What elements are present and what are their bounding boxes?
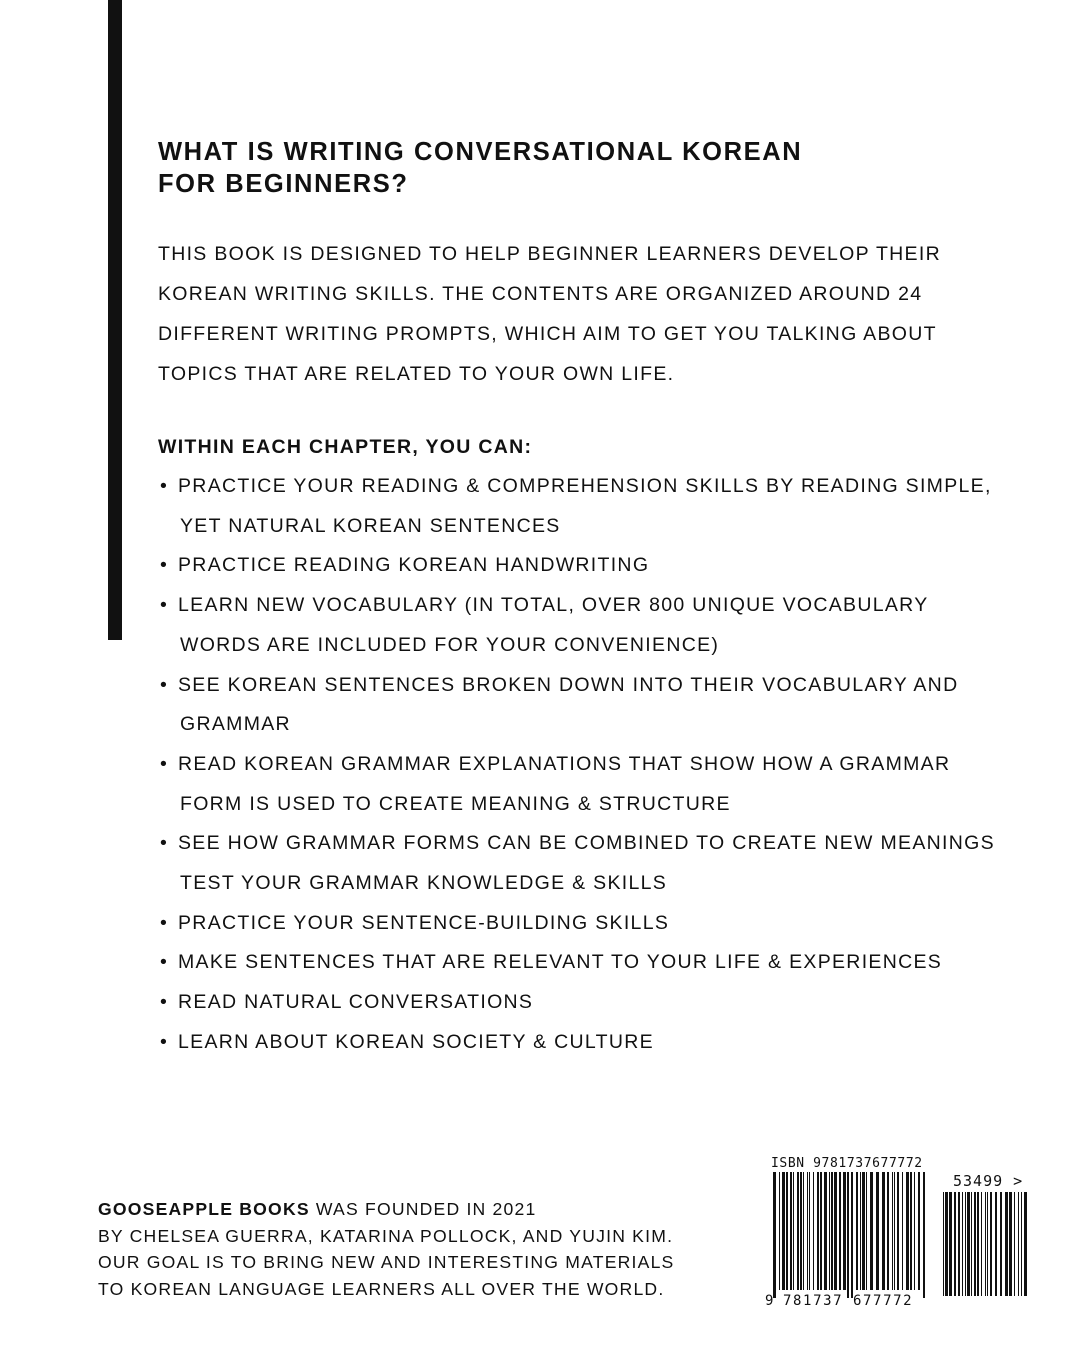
barcode-stripe [962, 1192, 963, 1296]
feature-text: LEARN ABOUT KOREAN SOCIETY & CULTURE [178, 1030, 654, 1053]
ean-barcode [773, 1172, 925, 1298]
feature-text-continued: FORM IS USED TO CREATE MEANING & STRUCTURE [180, 792, 731, 815]
barcode-stripe [793, 1172, 794, 1290]
bullet-icon: • [160, 673, 169, 696]
feature-text: LEARN NEW VOCABULARY (IN TOTAL, OVER 800 UNIQUE VOCABULARY [178, 594, 929, 617]
barcode-stripe [817, 1172, 819, 1290]
barcode-stripe [1024, 1192, 1027, 1296]
barcode-stripe [1005, 1192, 1008, 1296]
barcode-stripe [897, 1172, 899, 1290]
barcode-stripe [1018, 1192, 1019, 1296]
barcode-stripe [949, 1192, 952, 1296]
barcode-stripe [995, 1192, 997, 1296]
barcode-stripe [1021, 1192, 1022, 1296]
feature-item [160, 666, 1040, 706]
barcode-stripe [967, 1192, 970, 1296]
bullet-icon: • [160, 475, 169, 497]
barcode-stripe [829, 1172, 830, 1290]
price-addon-group [943, 1192, 1027, 1296]
barcode-stripe [876, 1172, 879, 1290]
barcode-stripe [958, 1192, 960, 1296]
barcode-stripe [809, 1172, 810, 1290]
page-title [158, 136, 802, 200]
feature-item [160, 745, 1040, 785]
side-accent-bar [108, 0, 122, 640]
feature-item-continuation [160, 864, 1040, 904]
barcode-stripe [971, 1192, 972, 1296]
feature-item-continuation [160, 626, 1040, 666]
barcode-stripe [843, 1172, 846, 1290]
feature-text: PRACTICE READING KOREAN HANDWRITING [178, 554, 650, 577]
price-code: 53499 > [953, 1172, 1024, 1190]
feature-text: READ NATURAL CONVERSATIONS [178, 991, 534, 1014]
barcode-stripe [839, 1172, 841, 1290]
intro-line: TOPICS THAT ARE RELATED TO YOUR OWN LIFE. [158, 363, 675, 385]
barcode-stripe [834, 1172, 837, 1290]
barcode-stripe [985, 1192, 986, 1296]
barcode-stripe [894, 1172, 895, 1290]
feature-text: PRACTICE YOUR READING & COMPREHENSION SKILLS BY READING SIMPLE, [178, 475, 992, 497]
title-line-2: FOR BEGINNERS? [158, 170, 409, 198]
feature-text: READ KOREAN GRAMMAR EXPLANATIONS THAT SHOW HOW A GRAMMAR [178, 752, 951, 775]
barcode-stripe [797, 1172, 799, 1290]
feature-item-continuation [160, 507, 1040, 547]
barcode-stripe [887, 1172, 889, 1290]
barcode-stripe [990, 1192, 992, 1296]
barcode-stripe [813, 1172, 814, 1290]
barcode-stripe [918, 1172, 920, 1290]
barcode-stripe [974, 1192, 976, 1296]
feature-text-continued: WORDS ARE INCLUDED FOR YOUR CONVENIENCE) [180, 633, 720, 656]
intro-paragraph [158, 234, 1018, 394]
barcode-stripe [779, 1172, 780, 1290]
barcode-stripe [786, 1172, 788, 1290]
publisher-blurb [98, 1196, 675, 1302]
barcode-stripe [870, 1172, 873, 1290]
barcode-stripe [987, 1192, 988, 1296]
barcode-stripe [954, 1192, 956, 1296]
feature-text-continued: GRAMMAR [180, 713, 291, 736]
feature-text: MAKE SENTENCES THAT ARE RELEVANT TO YOUR LIFE & EXPERIENCES [178, 951, 943, 974]
barcode-stripe [1014, 1192, 1015, 1296]
barcode-stripe [902, 1172, 903, 1290]
bullet-icon: • [160, 951, 169, 974]
barcode-stripe [914, 1172, 915, 1290]
barcode-stripe [866, 1172, 867, 1290]
publisher-founded: WAS FOUNDED IN 2021 [309, 1199, 537, 1219]
feature-text: SEE KOREAN SENTENCES BROKEN DOWN INTO THEIR VOCABULARY AND [178, 673, 959, 696]
barcode-stripe [977, 1192, 979, 1296]
feature-item-continuation [160, 705, 1040, 745]
barcode-stripe [807, 1172, 808, 1290]
title-line-1: WHAT IS WRITING CONVERSATIONAL KOREAN [158, 138, 803, 166]
barcode-stripe [790, 1172, 792, 1290]
isbn-barcode [765, 1150, 1045, 1320]
barcode-stripe [824, 1172, 827, 1290]
barcode-stripe [1009, 1192, 1012, 1296]
barcode-stripe [820, 1172, 822, 1290]
bullet-icon: • [160, 832, 169, 855]
barcode-stripe [943, 1192, 944, 1296]
price-addon-barcode [943, 1192, 1027, 1296]
publisher-line: OUR GOAL IS TO BRING NEW AND INTERESTING MATERIALS [98, 1252, 675, 1272]
feature-item [160, 943, 1040, 983]
barcode-stripe [831, 1172, 833, 1290]
feature-item [160, 586, 1040, 626]
feature-text: PRACTICE YOUR SENTENCE-BUILDING SKILLS [178, 911, 670, 934]
barcode-stripe [800, 1172, 802, 1290]
barcode-stripe [847, 1172, 849, 1298]
barcode-bars [765, 1172, 1035, 1302]
barcode-stripe [862, 1172, 865, 1290]
publisher-line: TO KOREAN LANGUAGE LEARNERS ALL OVER THE WORLD. [98, 1278, 665, 1299]
barcode-stripe [860, 1172, 861, 1290]
barcode-stripe [965, 1192, 966, 1296]
bullet-icon: • [160, 1030, 169, 1053]
feature-text-continued: TEST YOUR GRAMMAR KNOWLEDGE & SKILLS [180, 872, 668, 895]
feature-item [160, 824, 1040, 864]
bullet-icon: • [160, 991, 169, 1014]
intro-line: DIFFERENT WRITING PROMPTS, WHICH AIM TO GET YOU TALKING ABOUT [158, 323, 937, 345]
publisher-line: BY CHELSEA GUERRA, KATARINA POLLOCK, AND YUJIN KIM. [98, 1225, 674, 1246]
barcode-stripe [803, 1172, 804, 1290]
bullet-icon: • [160, 911, 169, 934]
feature-list [160, 467, 1040, 1063]
feature-item [160, 467, 1040, 507]
barcode-digit-group-2: 677772 [853, 1293, 914, 1309]
publisher-name: GOOSEAPPLE BOOKS [98, 1199, 310, 1219]
bullet-icon: • [160, 554, 169, 577]
barcode-stripe [906, 1172, 909, 1290]
chapter-heading: WITHIN EACH CHAPTER, YOU CAN: [158, 436, 533, 458]
barcode-stripe [773, 1172, 776, 1298]
feature-item [160, 1023, 1040, 1063]
feature-text: SEE HOW GRAMMAR FORMS CAN BE COMBINED TO CREATE NEW MEANINGS [178, 832, 995, 855]
barcode-stripe [892, 1172, 893, 1290]
barcode-stripe [1000, 1192, 1002, 1296]
isbn-label: ISBN 9781737677772 [771, 1156, 923, 1171]
feature-item-continuation [160, 785, 1040, 825]
barcode-stripe [782, 1172, 785, 1290]
barcode-stripe [856, 1172, 858, 1290]
barcode-digit-group-1: 781737 [783, 1293, 844, 1309]
barcode-stripe [851, 1172, 853, 1298]
feature-item [160, 904, 1040, 944]
feature-text-continued: YET NATURAL KOREAN SENTENCES [180, 514, 561, 537]
barcode-stripe [923, 1172, 925, 1298]
barcode-stripe [981, 1192, 982, 1296]
intro-line: KOREAN WRITING SKILLS. THE CONTENTS ARE ORGANIZED AROUND 24 [158, 283, 923, 305]
intro-line: THIS BOOK IS DESIGNED TO HELP BEGINNER LEARNERS DEVELOP THEIR [158, 243, 941, 265]
barcode-digit-first: 9 [765, 1293, 774, 1309]
bullet-icon: • [160, 752, 169, 775]
publisher-line [98, 1196, 675, 1223]
feature-item [160, 546, 1040, 586]
barcode-stripe [910, 1172, 912, 1290]
barcode-stripe [882, 1172, 885, 1290]
bullet-icon: • [160, 594, 169, 617]
feature-item [160, 983, 1040, 1023]
barcode-stripe [945, 1192, 948, 1296]
